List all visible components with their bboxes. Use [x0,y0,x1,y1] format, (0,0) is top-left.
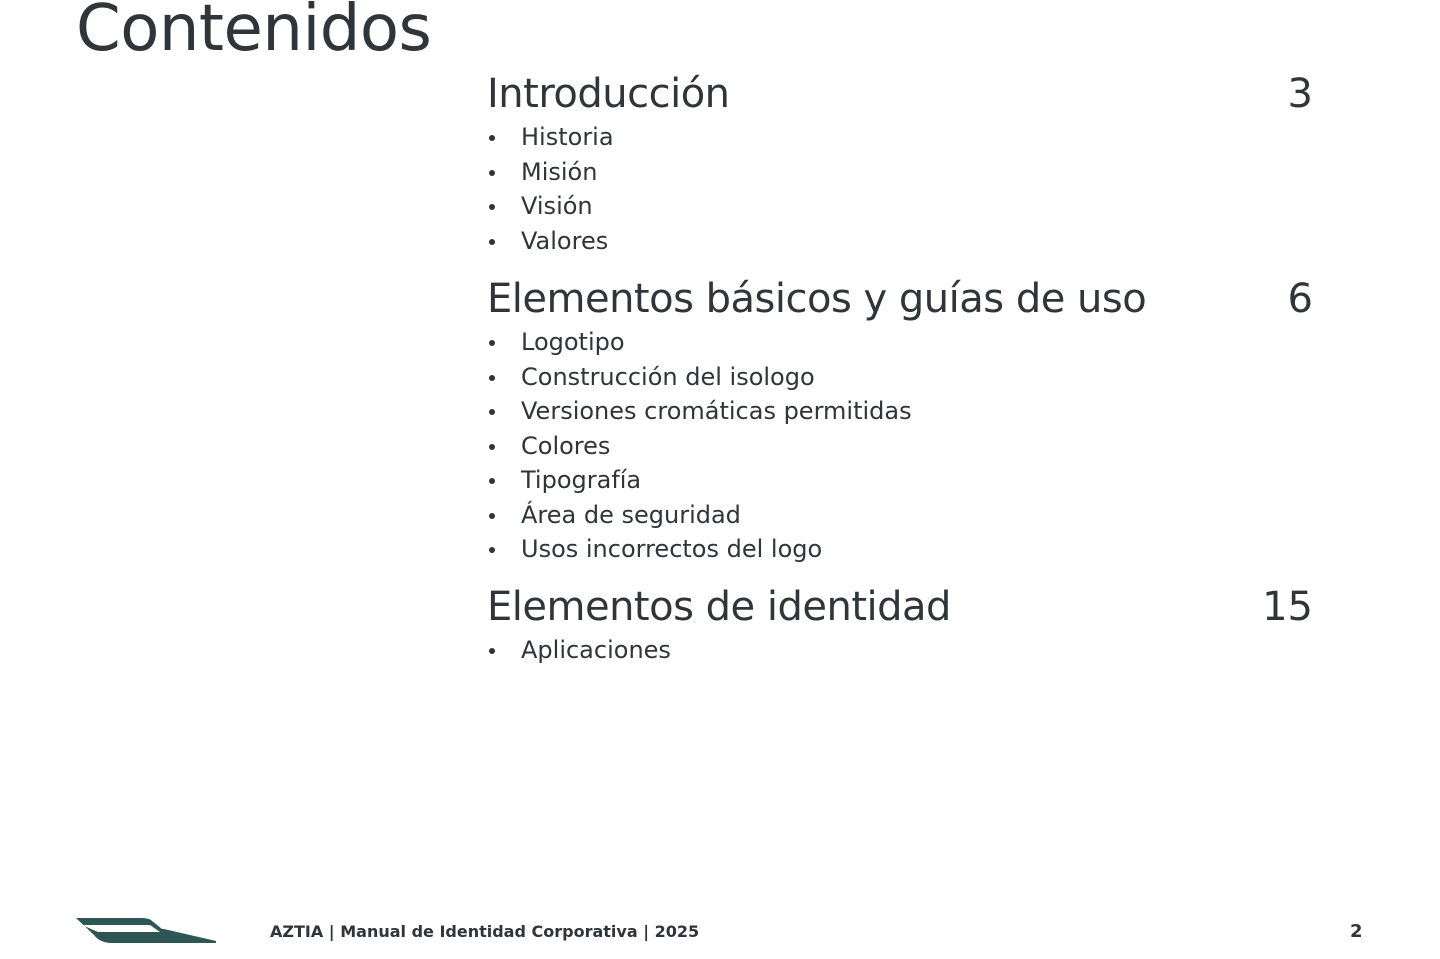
aztia-wing-logo-icon [76,915,216,945]
toc-section-elementos-basicos [487,273,1313,567]
toc-item-label: Colores [521,431,611,460]
bullet-icon [489,513,495,519]
footer-text: AZTIA | Manual de Identidad Corporativa | 2025 [270,922,700,941]
toc-item [487,325,1313,360]
bullet-icon [489,547,495,553]
toc-item [487,189,1313,224]
bullet-icon [489,204,495,210]
toc-section-header [487,68,1313,120]
toc-item-label: Construcción del isologo [521,362,815,391]
toc-item [487,633,1313,668]
bullet-icon [489,239,495,245]
toc-item-label: Usos incorrectos del logo [521,535,823,563]
toc-section-title: Introducción [487,71,730,117]
toc-item-label: Historia [521,123,614,151]
toc-item-label: Versiones cromáticas permitidas [521,397,912,425]
bullet-icon [489,170,495,176]
toc-item [487,155,1313,190]
toc-item [487,498,1313,533]
toc-section-page-number: 15 [1262,584,1313,630]
toc-item [487,224,1313,259]
toc-section-title: Elementos básicos y guías de uso [487,276,1147,322]
toc-section-page-number: 3 [1287,71,1313,117]
toc-item-label: Visión [521,192,593,220]
toc-item-label: Área de seguridad [521,500,741,529]
toc-item-label: Aplicaciones [521,636,671,664]
toc-item-label: Logotipo [521,328,625,356]
bullet-icon [489,478,495,484]
toc-item [487,394,1313,429]
toc-item [487,463,1313,498]
toc-item [487,360,1313,395]
toc-item-list [487,120,1313,258]
toc-section-header [487,581,1313,633]
toc-item [487,532,1313,567]
toc-item-label: Tipografía [521,466,642,494]
bullet-icon [489,340,495,346]
bullet-icon [489,409,495,415]
bullet-icon [489,135,495,141]
toc-item-list [487,633,1313,668]
toc-item-list [487,325,1313,567]
page-title: Contenidos [76,0,432,66]
toc-item-label: Valores [521,226,609,255]
footer-page-number: 2 [1350,921,1363,942]
toc-section-header [487,273,1313,325]
toc-section-title: Elementos de identidad [487,584,951,630]
toc-item-label: Misión [521,157,598,186]
bullet-icon [489,444,495,450]
bullet-icon [489,375,495,381]
toc-section-page-number: 6 [1287,276,1313,322]
toc-item [487,120,1313,155]
toc-item [487,429,1313,464]
toc-section-introduccion [487,68,1313,258]
bullet-icon [489,648,495,654]
toc-section-elementos-identidad [487,581,1313,668]
